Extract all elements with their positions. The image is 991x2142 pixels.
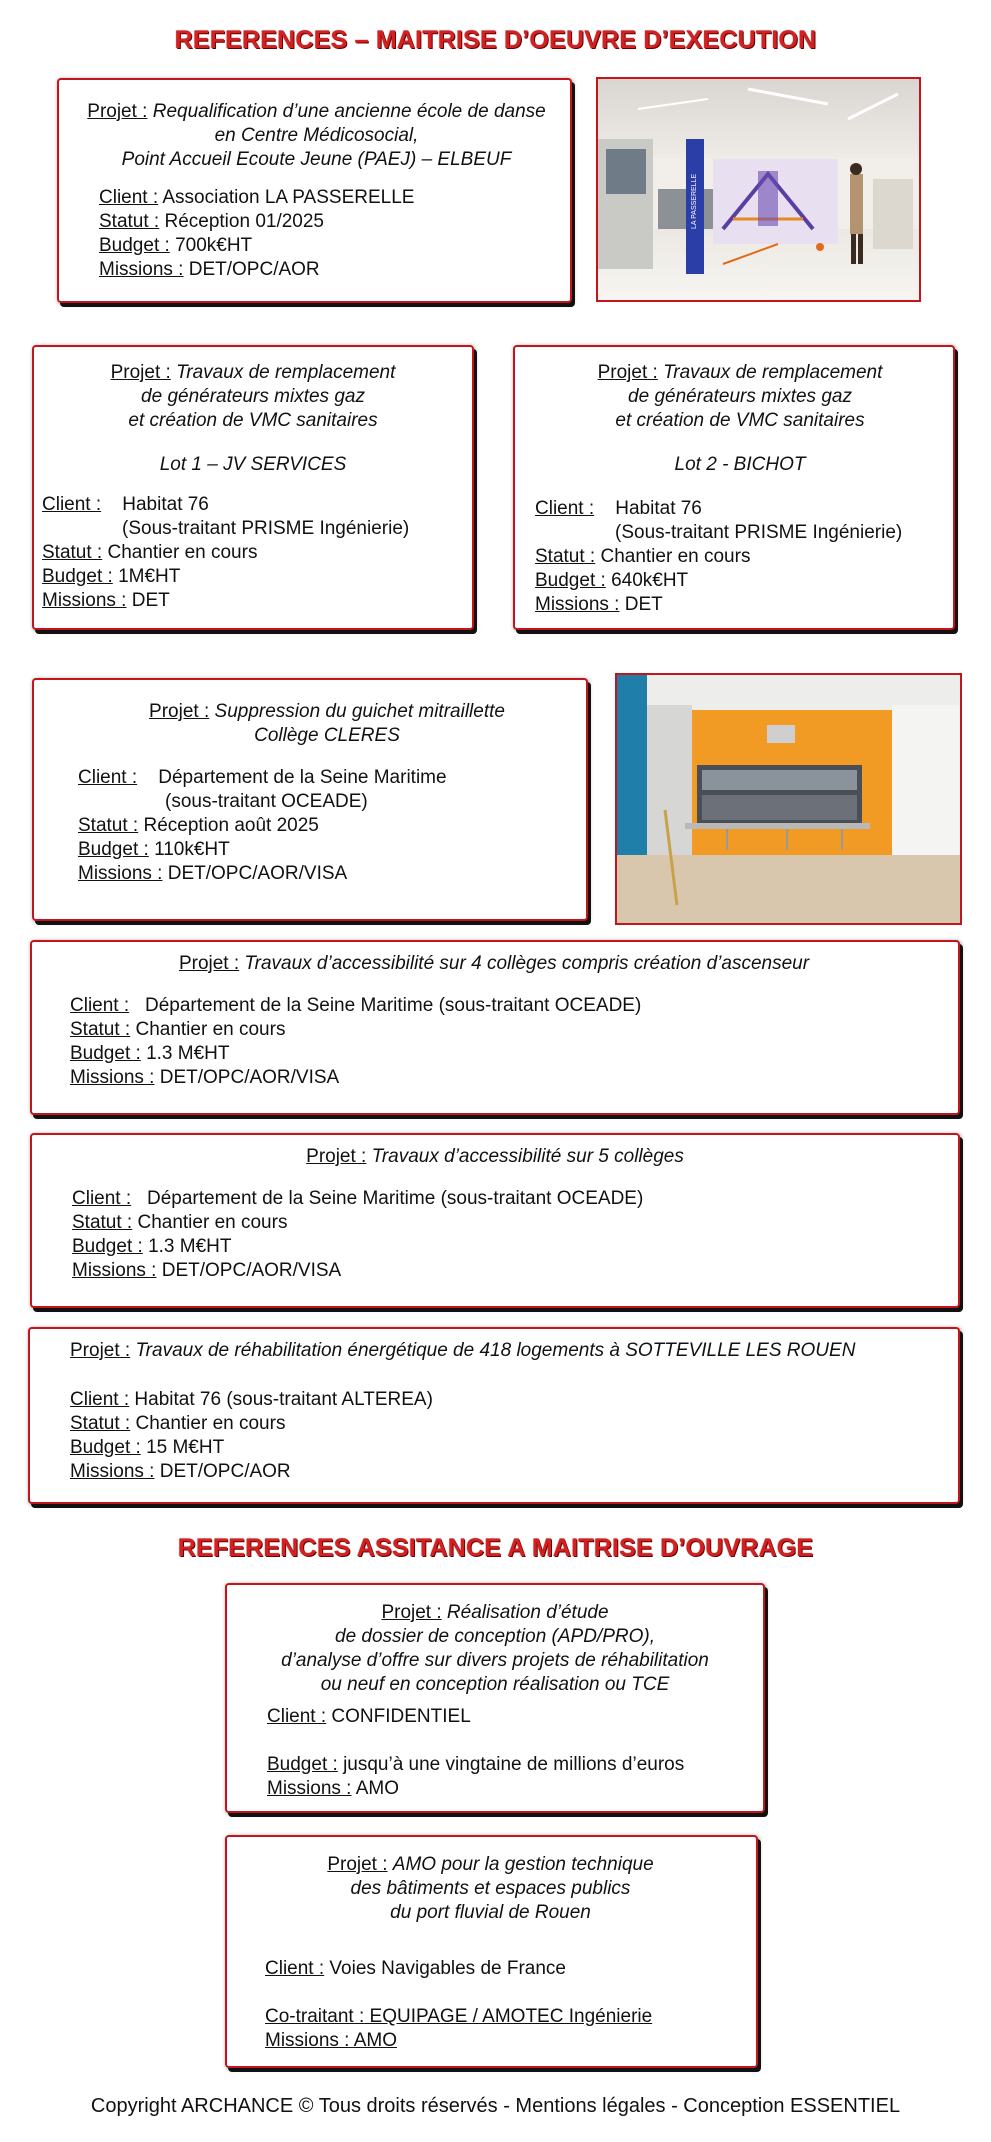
label-missions: Missions : (535, 594, 620, 615)
project-title-line: AMO pour la gestion technique (392, 1854, 654, 1875)
amo-card-2 (225, 1835, 758, 2068)
client-value: Habitat 76 (122, 494, 209, 515)
label-budget: Budget : (42, 566, 113, 587)
missions-value: DET/OPC/AOR (159, 1461, 291, 1482)
project-title-line: Collège CLERES (254, 725, 400, 746)
client-value-line2: (Sous-traitant PRISME Ingénierie) (122, 518, 410, 539)
missions-value: DET/OPC/AOR (188, 259, 320, 280)
label-missions: Missions : (70, 1067, 155, 1088)
label-client: Client : (265, 1958, 325, 1979)
statut-value: Réception août 2025 (143, 815, 319, 836)
counter-photo-illustration (617, 675, 960, 923)
label-budget: Budget : (70, 1437, 141, 1458)
label-client: Client : (70, 1389, 130, 1410)
label-budget: Budget : (70, 1043, 141, 1064)
project-card-3 (513, 345, 955, 630)
client-value: Voies Navigables de France (329, 1958, 567, 1979)
project-title-line: Point Accueil Ecoute Jeune (PAEJ) – ELBEUF (121, 149, 512, 170)
label-client: Client : (72, 1188, 132, 1209)
client-value: Département de la Seine Maritime (sous-traitant OCEADE) (144, 995, 642, 1016)
label-budget: Budget : (72, 1236, 143, 1257)
label-projet: Projet : (597, 362, 658, 383)
budget-value: 15 M€HT (146, 1437, 225, 1458)
missions-value: DET/OPC/AOR/VISA (167, 863, 348, 884)
statut-value: Chantier en cours (137, 1212, 288, 1233)
label-budget: Budget : (99, 235, 170, 256)
project-title-line: Travaux de remplacement (663, 362, 883, 383)
statut-value: Réception 01/2025 (164, 211, 324, 232)
budget-value: 1.3 M€HT (146, 1043, 230, 1064)
label-projet: Projet : (381, 1602, 442, 1623)
statut-value: Chantier en cours (135, 1413, 286, 1434)
missions-value: DET (131, 590, 170, 611)
missions-value: DET/OPC/AOR/VISA (159, 1067, 340, 1088)
label-missions: Missions : (70, 1461, 155, 1482)
project-title-line: du port fluvial de Rouen (390, 1902, 591, 1923)
label-missions: Missions : (42, 590, 127, 611)
budget-value: 700k€HT (175, 235, 253, 256)
budget-value: 1M€HT (118, 566, 181, 587)
project-card-4 (32, 678, 588, 921)
project-title-line: et création de VMC sanitaires (128, 410, 378, 431)
label-client: Client : (70, 995, 130, 1016)
project-title-line: d’analyse d’offre sur divers projets de réhabilitation (281, 1650, 709, 1671)
project-title-line: en Centre Médicosocial, (214, 125, 419, 146)
heading-execution: REFERENCES – MAITRISE D’OEUVRE D’EXECUTION (174, 26, 817, 54)
client-value: CONFIDENTIEL (331, 1706, 471, 1727)
label-budget: Budget : (535, 570, 606, 591)
label-client: Client : (42, 494, 102, 515)
label-statut: Statut : (99, 211, 160, 232)
project-card-5 (30, 940, 960, 1115)
project-title-line: et création de VMC sanitaires (615, 410, 865, 431)
missions-value: AMO (355, 1778, 399, 1799)
interior-photo-illustration (598, 79, 919, 300)
lot-label: Lot 2 - BICHOT (674, 454, 806, 475)
label-projet: Projet : (327, 1854, 388, 1875)
label-projet: Projet : (306, 1146, 367, 1167)
client-value: Département de la Seine Maritime (158, 767, 447, 788)
project-card-6 (30, 1133, 960, 1308)
project-title-line: de générateurs mixtes gaz (141, 386, 365, 407)
label-missions: Missions : (99, 259, 184, 280)
label-statut: Statut : (72, 1212, 133, 1233)
label-projet: Projet : (149, 701, 210, 722)
label-budget: Budget : (267, 1754, 338, 1775)
label-projet: Projet : (178, 953, 240, 974)
project-title: Travaux d’accessibilité sur 4 collèges compris création d’ascenseur (244, 953, 810, 974)
project-title: Travaux d’accessibilité sur 5 collèges (371, 1146, 684, 1167)
project-card-7 (28, 1327, 960, 1504)
statut-value: Chantier en cours (135, 1019, 286, 1040)
label-client: Client : (78, 767, 138, 788)
statut-value: Chantier en cours (107, 542, 258, 563)
label-statut: Statut : (535, 546, 596, 567)
photo-sign-text: LA PASSERELLE (691, 173, 698, 229)
missions-value: DET/OPC/AOR/VISA (161, 1260, 342, 1281)
amo-card-1 (225, 1583, 765, 1813)
label-cotraitant: Co-traitant : (265, 2006, 365, 2027)
project-title: Travaux de réhabilitation énergétique de 418 logements à SOTTEVILLE LES ROUEN (135, 1340, 856, 1361)
label-statut: Statut : (70, 1019, 131, 1040)
missions-value: AMO (353, 2030, 397, 2051)
label-projet: Projet : (87, 101, 148, 122)
project-title-line: Travaux de remplacement (176, 362, 396, 383)
project-title-line: Requalification d’une ancienne école de danse (152, 101, 546, 122)
label-statut: Statut : (70, 1413, 131, 1434)
budget-value: jusqu’à une vingtaine de millions d’euros (343, 1754, 685, 1775)
label-budget: Budget : (78, 839, 149, 860)
client-value: Habitat 76 (sous-traitant ALTEREA) (134, 1389, 433, 1410)
client-value: Habitat 76 (615, 498, 702, 519)
label-missions: Missions : (265, 2030, 350, 2051)
project-card-1 (57, 78, 572, 303)
label-missions: Missions : (78, 863, 163, 884)
client-value: Département de la Seine Maritime (sous-traitant OCEADE) (146, 1188, 644, 1209)
heading-amo: REFERENCES ASSITANCE A MAITRISE D’OUVRAGE (177, 1534, 814, 1562)
project-photo-2 (615, 673, 962, 925)
budget-value: 110k€HT (154, 839, 230, 860)
footer-copyright: Copyright ARCHANCE © Tous droits réservés - Mentions légales - Conception ESSENTIEL (90, 2095, 901, 2117)
client-value: Association LA PASSERELLE (162, 187, 415, 208)
budget-value: 1.3 M€HT (148, 1236, 232, 1257)
label-missions: Missions : (267, 1778, 352, 1799)
lot-label: Lot 1 – JV SERVICES (159, 454, 347, 475)
label-missions: Missions : (72, 1260, 157, 1281)
project-title-line: des bâtiments et espaces publics (350, 1878, 631, 1899)
label-statut: Statut : (78, 815, 139, 836)
client-value-line2: (sous-traitant OCEADE) (165, 791, 368, 812)
project-title-line: ou neuf en conception réalisation ou TCE (320, 1674, 670, 1695)
project-photo-1 (596, 77, 921, 302)
label-statut: Statut : (42, 542, 103, 563)
project-title-line: de générateurs mixtes gaz (628, 386, 852, 407)
project-title-line: de dossier de conception (APD/PRO), (335, 1626, 655, 1647)
project-card-2 (32, 345, 474, 630)
statut-value: Chantier en cours (600, 546, 751, 567)
label-projet: Projet : (110, 362, 171, 383)
label-client: Client : (535, 498, 595, 519)
budget-value: 640k€HT (611, 570, 689, 591)
project-title-line: Suppression du guichet mitraillette (214, 701, 505, 722)
label-client: Client : (99, 187, 159, 208)
project-title-line: Réalisation d’étude (446, 1602, 609, 1623)
label-projet: Projet : (70, 1340, 131, 1361)
client-value-line2: (Sous-traitant PRISME Ingénierie) (615, 522, 903, 543)
cotraitant-value: EQUIPAGE / AMOTEC Ingénierie (369, 2006, 653, 2027)
label-client: Client : (267, 1706, 327, 1727)
missions-value: DET (624, 594, 663, 615)
